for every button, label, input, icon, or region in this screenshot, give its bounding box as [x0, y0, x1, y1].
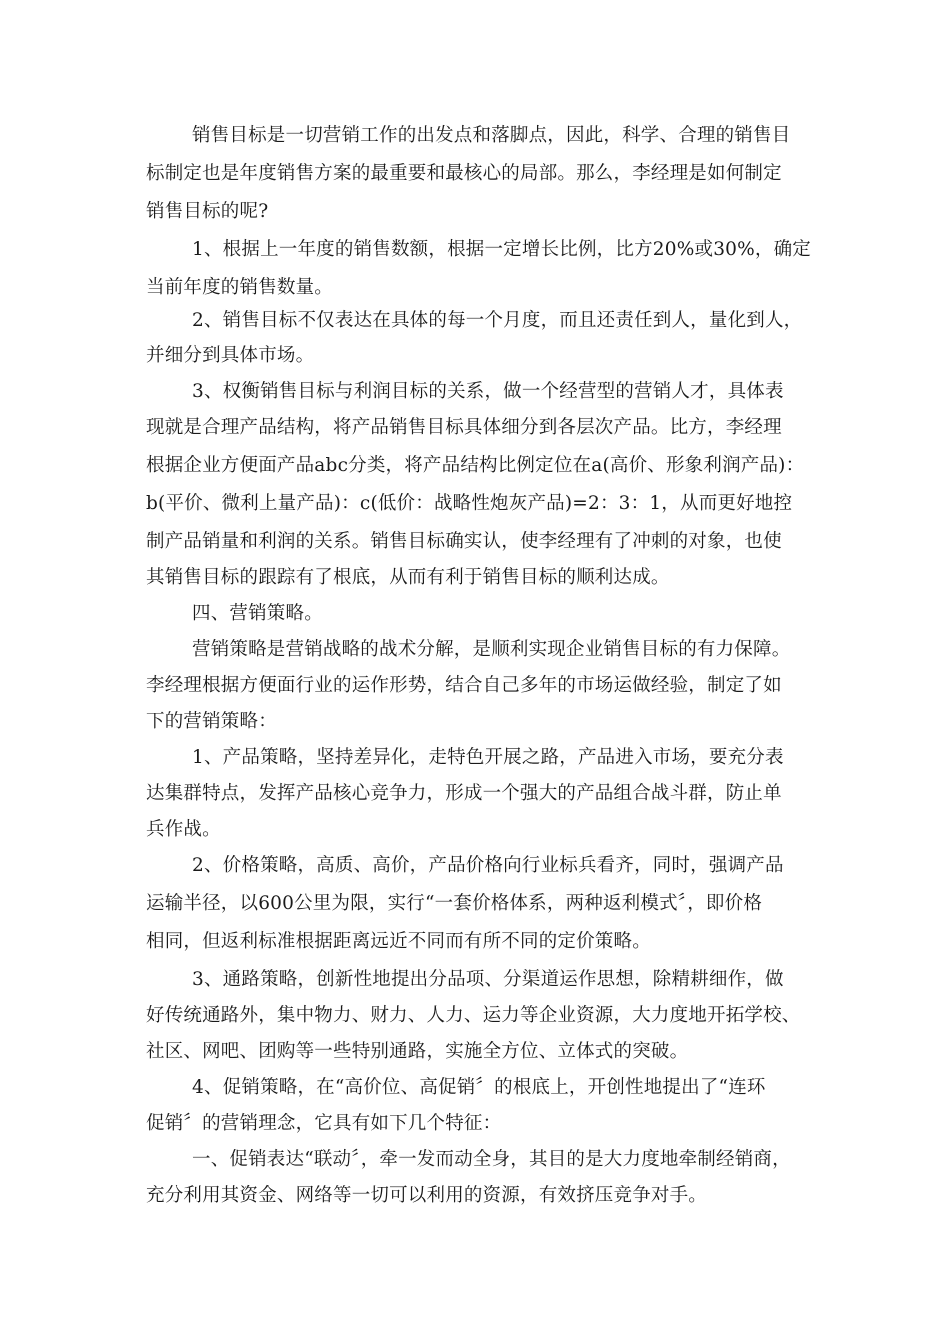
- paragraph-line: 1、产品策略，坚持差异化，走特色开展之路，产品进入市场，要充分表: [192, 747, 784, 768]
- paragraph-line: 充分利用其资金、网络等一切可以利用的资源，有效挤压竞争对手。: [146, 1185, 708, 1206]
- paragraph-line: 达集群特点，发挥产品核心竞争力，形成一个强大的产品组合战斗群，防止单: [146, 783, 782, 804]
- paragraph-line: 4、促销策略，在“高价位、高促销〞的根底上，开创性地提出了“连环: [192, 1077, 766, 1098]
- section-heading: 四、营销策略。: [192, 603, 323, 624]
- paragraph-line: 销售目标是一切营销工作的出发点和落脚点，因此，科学、合理的销售目: [192, 125, 791, 146]
- paragraph-line: 兵作战。: [146, 819, 221, 840]
- paragraph-line: 其销售目标的跟踪有了根底，从而有利于销售目标的顺利达成。: [146, 567, 670, 588]
- paragraph-line: 3、通路策略，创新性地提出分品项、分渠道运作思想，除精耕细作，做: [192, 969, 784, 990]
- paragraph-line: 好传统通路外，集中物力、财力、人力、运力等企业资源，大力度地开拓学校、: [146, 1005, 801, 1026]
- paragraph-line: b(平价、微利上量产品)：c(低价：战略性炮灰产品)=2：3：1，从而更好地控: [146, 493, 793, 514]
- paragraph-line: 制产品销量和利润的关系。销售目标确实认，使李经理有了冲刺的对象，也使: [146, 531, 782, 552]
- paragraph-line: 并细分到具体市场。: [146, 345, 315, 366]
- paragraph-line: 2、价格策略，高质、高价，产品价格向行业标兵看齐，同时，强调产品: [192, 855, 784, 876]
- paragraph-line: 相同，但返利标准根据距离远近不同而有所不同的定价策略。: [146, 931, 651, 952]
- paragraph-line: 标制定也是年度销售方案的最重要和最核心的局部。那么，李经理是如何制定: [146, 163, 782, 184]
- paragraph-line: 1、根据上一年度的销售数额，根据一定增长比例，比方20%或30%，确定: [192, 239, 812, 260]
- paragraph-line: 运输半径，以600公里为限，实行“一套价格体系，两种返利模式〞，即价格: [146, 893, 763, 914]
- paragraph-line: 李经理根据方便面行业的运作形势，结合自己多年的市场运做经验，制定了如: [146, 675, 782, 696]
- paragraph-line: 促销〞的营销理念，它具有如下几个特征：: [146, 1113, 502, 1134]
- paragraph-line: 一、促销表达“联动〞，牵一发而动全身，其目的是大力度地牵制经销商，: [192, 1149, 791, 1170]
- paragraph-line: 营销策略是营销战略的战术分解，是顺利实现企业销售目标的有力保障。: [192, 639, 791, 660]
- paragraph-line: 2、销售目标不仅表达在具体的每一个月度，而且还责任到人，量化到人，: [192, 310, 803, 331]
- paragraph-line: 现就是合理产品结构，将产品销售目标具体细分到各层次产品。比方，李经理: [146, 417, 782, 438]
- paragraph-line: 下的营销策略：: [146, 711, 277, 732]
- paragraph-line: 销售目标的呢?: [146, 201, 269, 222]
- paragraph-line: 3、权衡销售目标与利润目标的关系，做一个经营型的营销人才，具体表: [192, 381, 784, 402]
- paragraph-line: 当前年度的销售数量。: [146, 277, 334, 298]
- paragraph-line: 社区、网吧、团购等一些特别通路，实施全方位、立体式的突破。: [146, 1041, 689, 1062]
- paragraph-line: 根据企业方便面产品abc分类，将产品结构比例定位在a(高价、形象利润产品)：: [146, 455, 805, 476]
